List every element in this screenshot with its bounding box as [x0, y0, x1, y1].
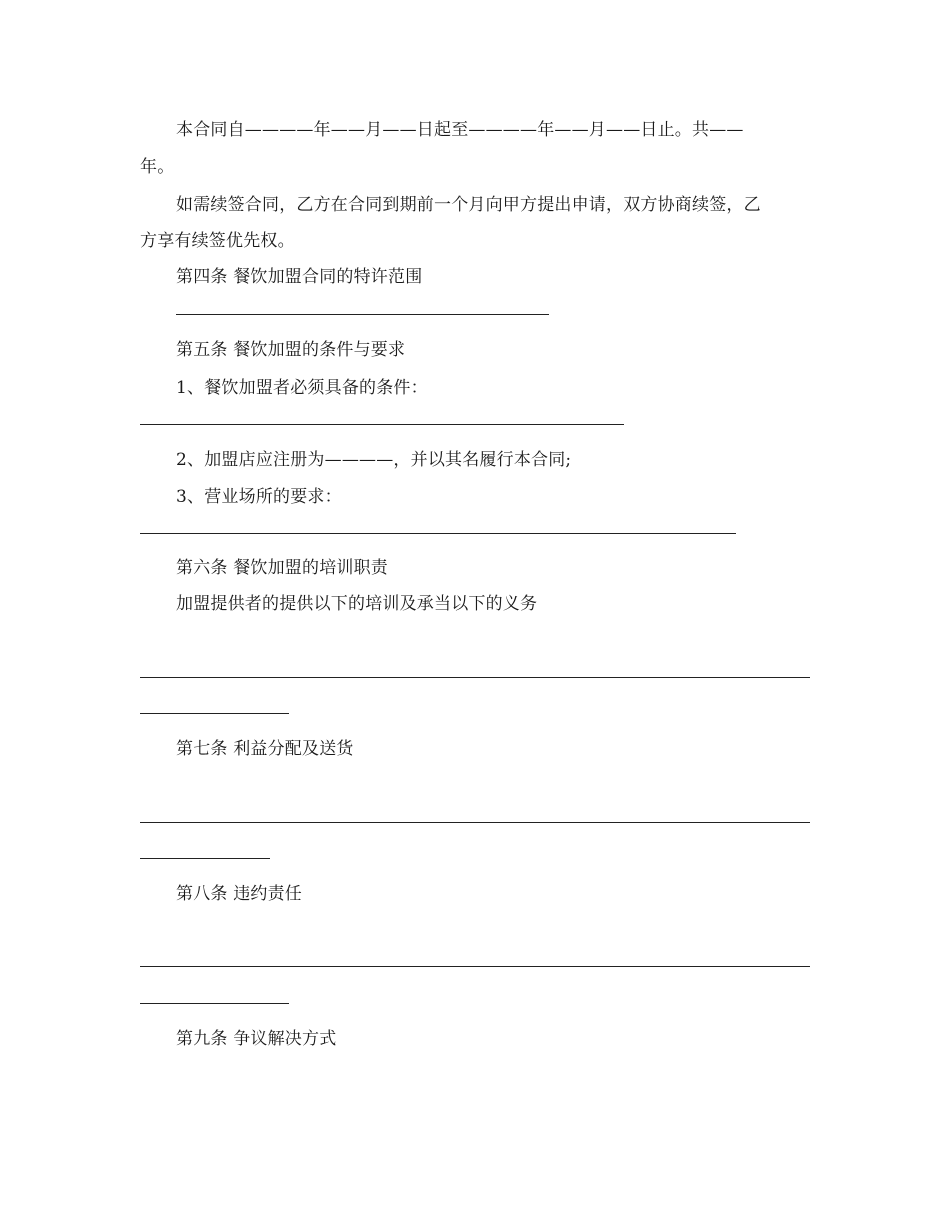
article6-blank-rule-2	[140, 713, 289, 714]
article5-item1: 1、餐饮加盟者必须具备的条件：	[176, 378, 428, 398]
article5-item2: 2、加盟店应注册为————，并以其名履行本合同;	[176, 450, 572, 470]
article8-blank-rule-2	[140, 1003, 289, 1004]
term-line-1: 本合同自————年——月——日起至————年——月——日止。共——	[176, 120, 744, 140]
article5-item1-blank-rule	[140, 424, 624, 425]
article7-heading: 第七条 利益分配及送货	[176, 739, 354, 759]
article6-blank-rule-1	[140, 677, 810, 678]
renewal-line-1: 如需续签合同，乙方在合同到期前一个月向甲方提出申请，双方协商续签，乙	[176, 195, 761, 215]
article6-body: 加盟提供者的提供以下的培训及承当以下的义务	[176, 594, 538, 614]
article8-blank-rule-1	[140, 966, 810, 967]
term-line-2: 年。	[140, 157, 175, 177]
article5-item3: 3、营业场所的要求：	[176, 487, 342, 507]
article4-blank-rule	[176, 314, 549, 315]
article5-heading: 第五条 餐饮加盟的条件与要求	[176, 340, 406, 360]
article8-heading: 第八条 违约责任	[176, 884, 303, 904]
article6-heading: 第六条 餐饮加盟的培训职责	[176, 558, 389, 578]
renewal-line-2: 方享有续签优先权。	[140, 231, 295, 251]
article5-item3-blank-rule	[140, 533, 736, 534]
article7-blank-rule-1	[140, 822, 810, 823]
article4-heading: 第四条 餐饮加盟合同的特许范围	[176, 267, 423, 287]
article7-blank-rule-2	[140, 858, 270, 859]
article9-heading: 第九条 争议解决方式	[176, 1029, 337, 1049]
